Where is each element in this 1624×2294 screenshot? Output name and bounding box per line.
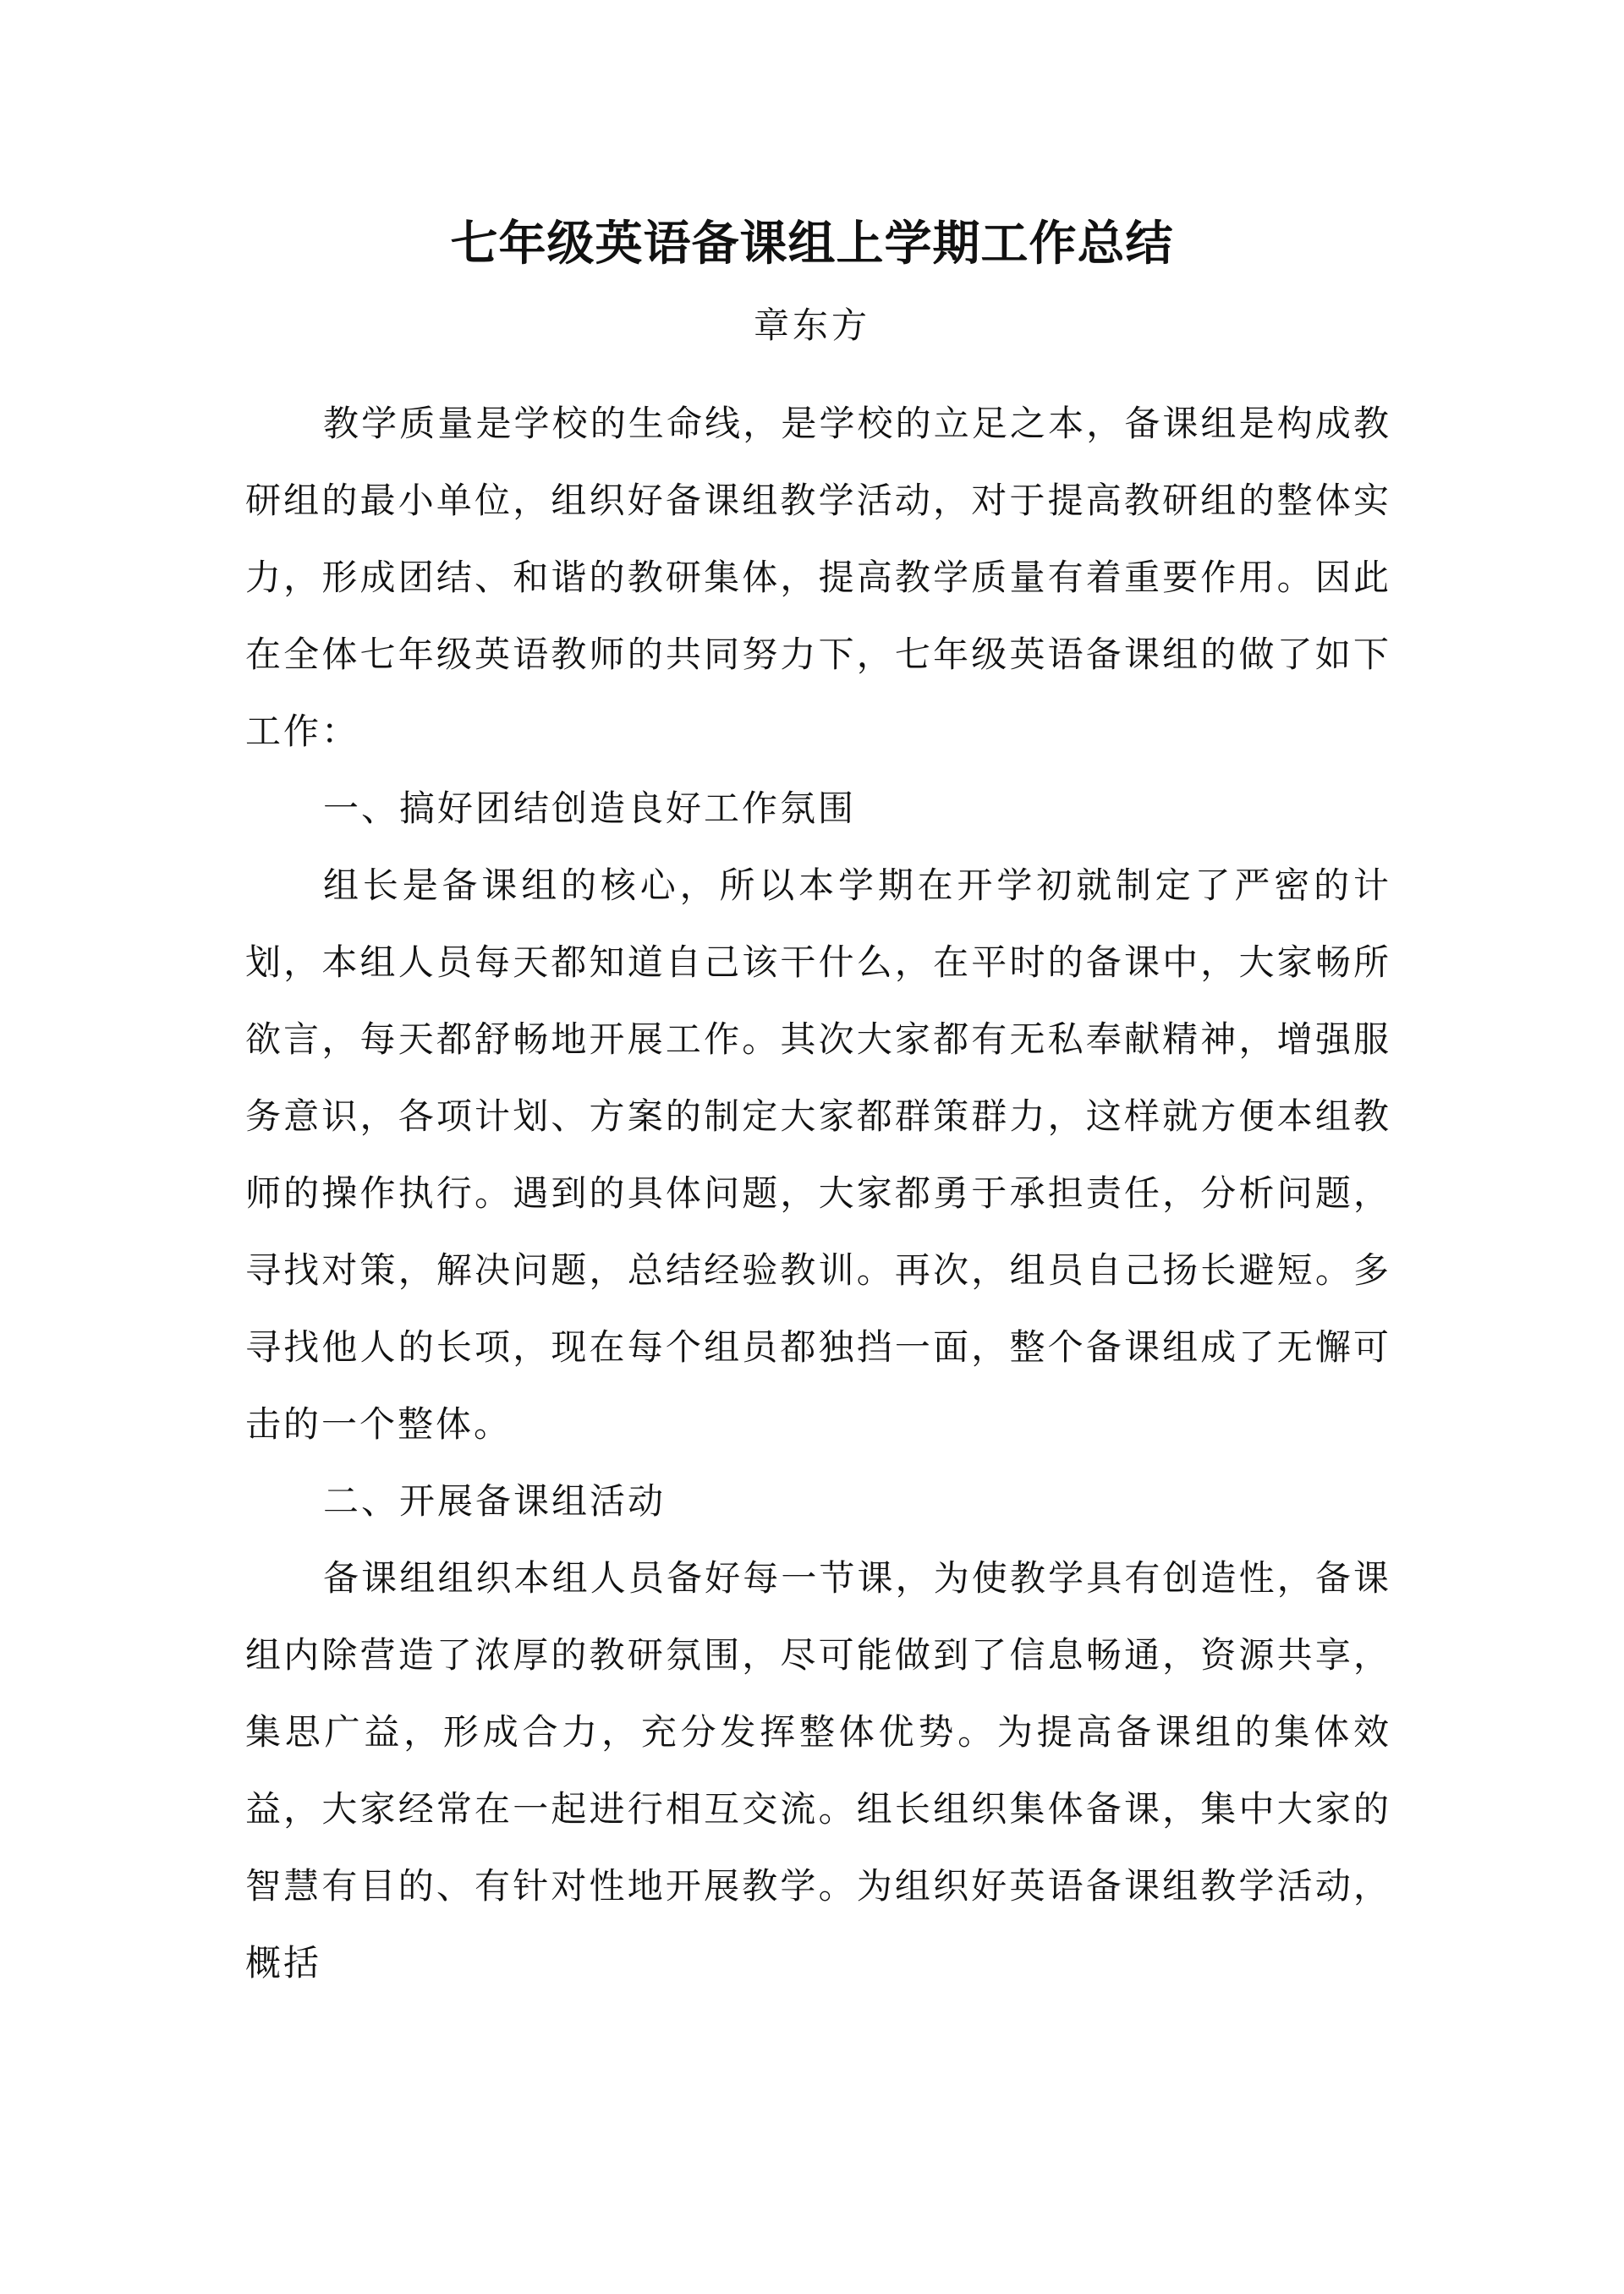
section-2-paragraph: 备课组组织本组人员备好每一节课，为使教学具有创造性，备课组内除营造了浓厚的教研氛围，尽可能做到了信息畅通，资源共享，集思广益，形成合力，充分发挥整体优势。为提高备课组的集体效益，大家经常在一起进行相互交流。组长组织集体备课，集中大家的智慧有目的、有针对性地开展教学。为组织好英语备课组教学活动，概括 [245, 1557, 1391, 1984]
section-heading-1: 一、搞好团结创造良好工作氛围 [323, 788, 857, 829]
section-1-paragraph: 组长是备课组的核心，所以本学期在开学初就制定了严密的计划，本组人员每天都知道自己该干什么，在平时的备课中，大家畅所欲言，每天都舒畅地开展工作。其次大家都有无私奉献精神，增强服务意识，各项计划、方案的制定大家都群策群力，这样就方便本组教师的操作执行。遇到的具体问题，大家都勇于承担责任，分析问题，寻找对策，解决问题，总结经验教训。再次，组员自己扬长避短。多寻找他人的长项，现在每个组员都独挡一面，整个备课组成了无懈可击的一个整体。 [245, 864, 1391, 1445]
section-heading-2: 二、开展备课组活动 [323, 1480, 667, 1522]
document-body [245, 385, 1391, 2001]
document-title: 七年级英语备课组上学期工作总结 [450, 216, 1174, 272]
document-author: 章东方 [753, 305, 870, 346]
intro-paragraph: 教学质量是学校的生命线，是学校的立足之本，备课组是构成教研组的最小单位，组织好备课组教学活动，对于提高教研组的整体实力，形成团结、和谐的教研集体，提高教学质量有着重要作用。因此在全体七年级英语教师的共同努力下，七年级英语备课组的做了如下工作： [245, 403, 1391, 752]
